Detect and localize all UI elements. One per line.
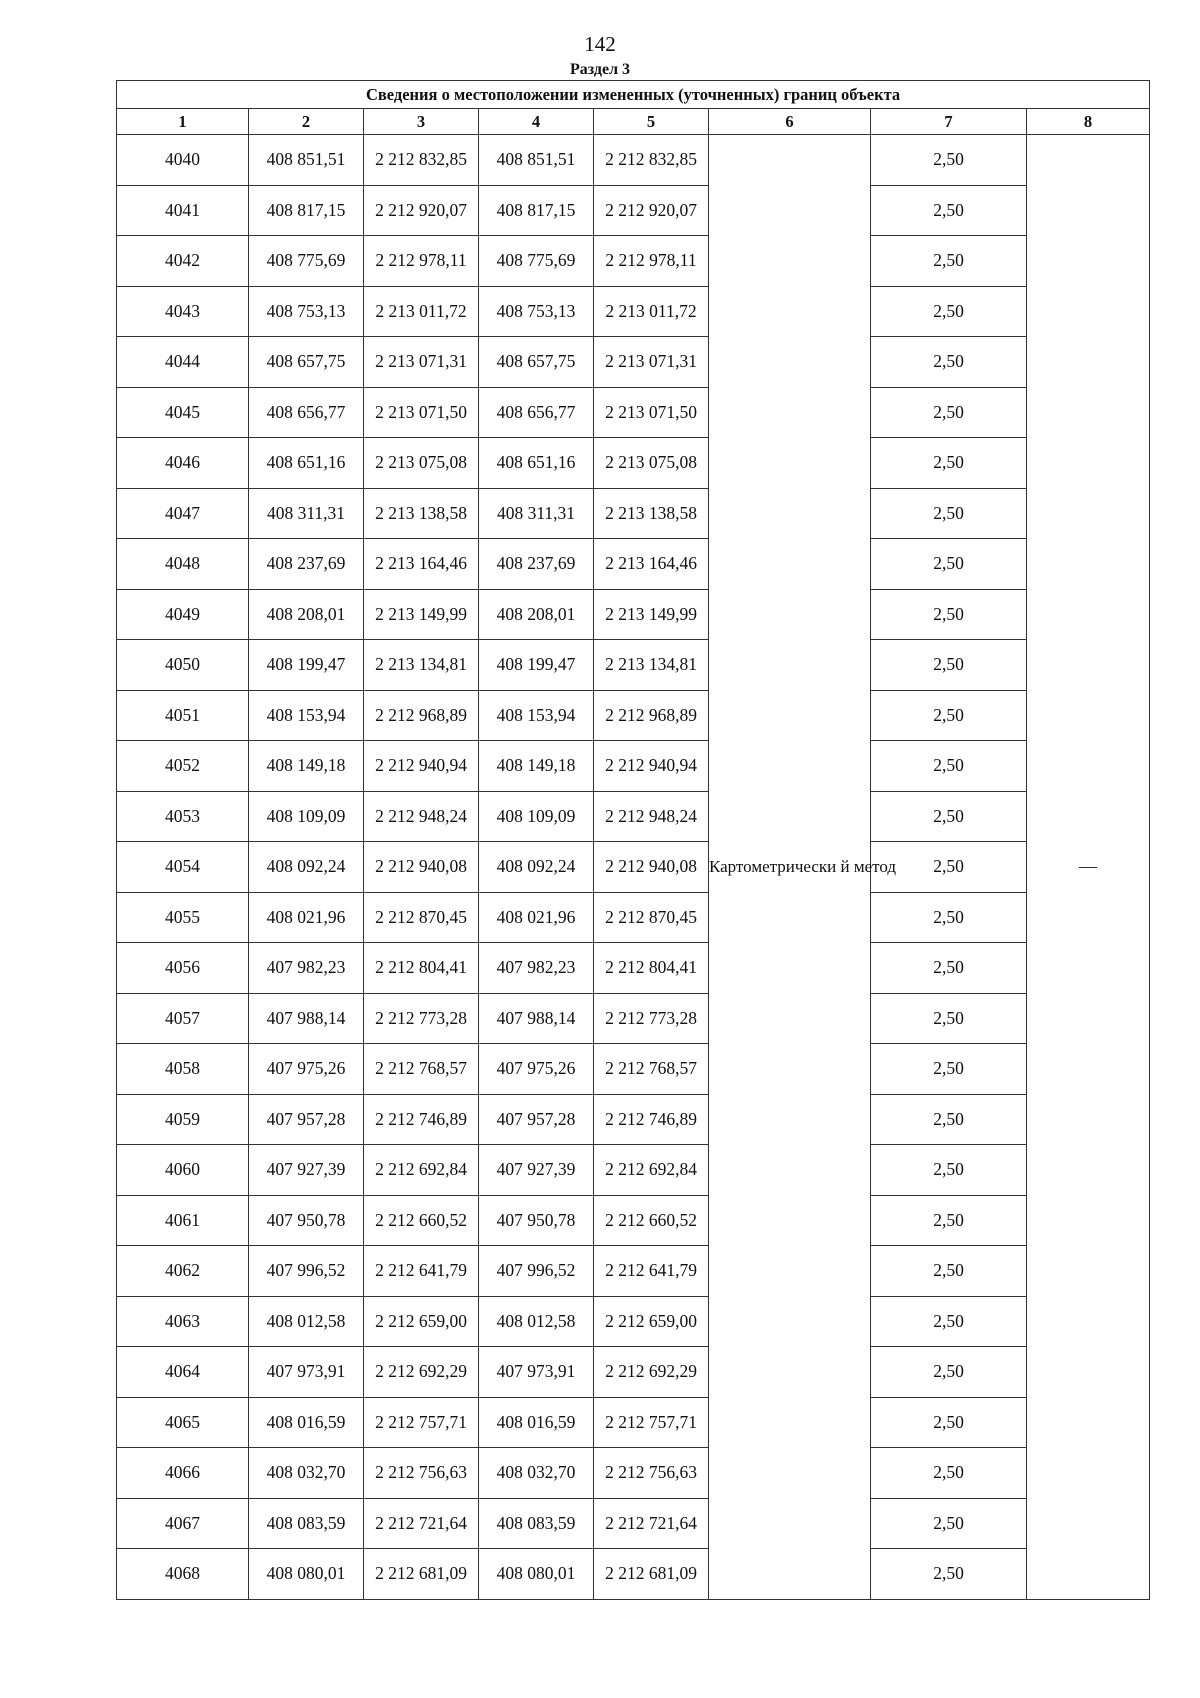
new-x-coordinate: 407 982,23: [479, 943, 594, 994]
new-x-coordinate: 408 153,94: [479, 690, 594, 741]
accuracy-value: 2,50: [871, 690, 1027, 741]
old-x-coordinate: 408 032,70: [249, 1448, 364, 1499]
old-x-coordinate: 407 973,91: [249, 1347, 364, 1398]
table-row: [117, 1145, 1150, 1196]
old-x-coordinate: 408 080,01: [249, 1549, 364, 1600]
table-row: [117, 337, 1150, 388]
old-y-coordinate: 2 212 659,00: [364, 1296, 479, 1347]
accuracy-value: 2,50: [871, 943, 1027, 994]
old-x-coordinate: 408 109,09: [249, 791, 364, 842]
table-row: [117, 1498, 1150, 1549]
table-row: [117, 1296, 1150, 1347]
accuracy-value: 2,50: [871, 1246, 1027, 1297]
point-number: 4058: [117, 1044, 249, 1095]
new-x-coordinate: 408 657,75: [479, 337, 594, 388]
old-x-coordinate: 407 975,26: [249, 1044, 364, 1095]
point-number: 4049: [117, 589, 249, 640]
accuracy-value: 2,50: [871, 892, 1027, 943]
new-x-coordinate: 408 753,13: [479, 286, 594, 337]
new-y-coordinate: 2 212 804,41: [594, 943, 709, 994]
new-x-coordinate: 408 016,59: [479, 1397, 594, 1448]
point-number: 4046: [117, 438, 249, 489]
accuracy-value: 2,50: [871, 640, 1027, 691]
old-y-coordinate: 2 212 832,85: [364, 135, 479, 186]
old-x-coordinate: 408 311,31: [249, 488, 364, 539]
accuracy-value: 2,50: [871, 589, 1027, 640]
accuracy-value: 2,50: [871, 286, 1027, 337]
accuracy-value: 2,50: [871, 741, 1027, 792]
table-caption-row: [117, 81, 1150, 109]
new-y-coordinate: 2 212 940,08: [594, 842, 709, 893]
table-row: [117, 842, 1150, 893]
old-x-coordinate: 408 149,18: [249, 741, 364, 792]
table-row: [117, 135, 1150, 186]
new-x-coordinate: 408 012,58: [479, 1296, 594, 1347]
table-row: [117, 539, 1150, 590]
accuracy-value: 2,50: [871, 387, 1027, 438]
accuracy-value: 2,50: [871, 1094, 1027, 1145]
accuracy-value: 2,50: [871, 1498, 1027, 1549]
old-y-coordinate: 2 213 071,50: [364, 387, 479, 438]
new-x-coordinate: 408 311,31: [479, 488, 594, 539]
new-y-coordinate: 2 212 692,84: [594, 1145, 709, 1196]
old-y-coordinate: 2 212 692,84: [364, 1145, 479, 1196]
old-x-coordinate: 407 950,78: [249, 1195, 364, 1246]
new-x-coordinate: 408 237,69: [479, 539, 594, 590]
accuracy-value: 2,50: [871, 438, 1027, 489]
old-y-coordinate: 2 213 011,72: [364, 286, 479, 337]
page-number: 142: [584, 32, 616, 56]
old-y-coordinate: 2 213 071,31: [364, 337, 479, 388]
new-y-coordinate: 2 213 149,99: [594, 589, 709, 640]
old-x-coordinate: 408 657,75: [249, 337, 364, 388]
table-row: [117, 892, 1150, 943]
new-x-coordinate: 408 817,15: [479, 185, 594, 236]
old-x-coordinate: 408 851,51: [249, 135, 364, 186]
accuracy-value: 2,50: [871, 1044, 1027, 1095]
old-x-coordinate: 408 016,59: [249, 1397, 364, 1448]
new-y-coordinate: 2 213 071,50: [594, 387, 709, 438]
new-y-coordinate: 2 212 757,71: [594, 1397, 709, 1448]
new-y-coordinate: 2 213 134,81: [594, 640, 709, 691]
new-y-coordinate: 2 212 692,29: [594, 1347, 709, 1398]
coordinates-table: [116, 80, 1150, 1600]
old-y-coordinate: 2 212 641,79: [364, 1246, 479, 1297]
new-x-coordinate: 407 975,26: [479, 1044, 594, 1095]
old-y-coordinate: 2 212 804,41: [364, 943, 479, 994]
new-y-coordinate: 2 213 011,72: [594, 286, 709, 337]
old-x-coordinate: 407 996,52: [249, 1246, 364, 1297]
new-x-coordinate: 407 996,52: [479, 1246, 594, 1297]
new-y-coordinate: 2 212 832,85: [594, 135, 709, 186]
point-number: 4053: [117, 791, 249, 842]
accuracy-value: 2,50: [871, 1296, 1027, 1347]
column-number: 2: [249, 109, 364, 135]
old-x-coordinate: 408 775,69: [249, 236, 364, 287]
old-x-coordinate: 408 012,58: [249, 1296, 364, 1347]
new-y-coordinate: 2 212 756,63: [594, 1448, 709, 1499]
new-x-coordinate: 408 775,69: [479, 236, 594, 287]
table-row: [117, 640, 1150, 691]
old-x-coordinate: 408 092,24: [249, 842, 364, 893]
table-row: [117, 1347, 1150, 1398]
point-number: 4044: [117, 337, 249, 388]
old-y-coordinate: 2 213 075,08: [364, 438, 479, 489]
table-row: [117, 1044, 1150, 1095]
old-x-coordinate: 408 083,59: [249, 1498, 364, 1549]
new-y-coordinate: 2 212 773,28: [594, 993, 709, 1044]
old-x-coordinate: 408 237,69: [249, 539, 364, 590]
new-y-coordinate: 2 212 721,64: [594, 1498, 709, 1549]
column-number: 3: [364, 109, 479, 135]
table-row: [117, 943, 1150, 994]
column-number: 8: [1027, 109, 1150, 135]
table-row: [117, 1397, 1150, 1448]
old-y-coordinate: 2 212 756,63: [364, 1448, 479, 1499]
old-x-coordinate: 408 153,94: [249, 690, 364, 741]
point-number: 4054: [117, 842, 249, 893]
new-y-coordinate: 2 213 071,31: [594, 337, 709, 388]
accuracy-value: 2,50: [871, 236, 1027, 287]
old-y-coordinate: 2 212 757,71: [364, 1397, 479, 1448]
accuracy-value: 2,50: [871, 539, 1027, 590]
accuracy-value: 2,50: [871, 993, 1027, 1044]
accuracy-value: 2,50: [871, 842, 1027, 893]
new-y-coordinate: 2 212 948,24: [594, 791, 709, 842]
new-y-coordinate: 2 212 768,57: [594, 1044, 709, 1095]
old-x-coordinate: 408 753,13: [249, 286, 364, 337]
old-x-coordinate: 408 651,16: [249, 438, 364, 489]
new-y-coordinate: 2 212 641,79: [594, 1246, 709, 1297]
new-x-coordinate: 408 109,09: [479, 791, 594, 842]
new-x-coordinate: 407 957,28: [479, 1094, 594, 1145]
accuracy-value: 2,50: [871, 1448, 1027, 1499]
point-number: 4051: [117, 690, 249, 741]
new-y-coordinate: 2 212 746,89: [594, 1094, 709, 1145]
table-row: [117, 236, 1150, 287]
old-y-coordinate: 2 212 920,07: [364, 185, 479, 236]
point-number: 4056: [117, 943, 249, 994]
accuracy-value: 2,50: [871, 1195, 1027, 1246]
new-y-coordinate: 2 213 138,58: [594, 488, 709, 539]
accuracy-value: 2,50: [871, 1549, 1027, 1600]
table-row: [117, 387, 1150, 438]
new-y-coordinate: 2 212 968,89: [594, 690, 709, 741]
new-x-coordinate: 408 199,47: [479, 640, 594, 691]
point-number: 4048: [117, 539, 249, 590]
table-row: [117, 438, 1150, 489]
old-x-coordinate: 408 656,77: [249, 387, 364, 438]
new-x-coordinate: 408 851,51: [479, 135, 594, 186]
new-y-coordinate: 2 212 978,11: [594, 236, 709, 287]
column-number: 7: [871, 109, 1027, 135]
table-row: [117, 1195, 1150, 1246]
point-number: 4066: [117, 1448, 249, 1499]
table-caption: Сведения о местоположении измененных (уточненных) границ объекта: [117, 81, 1150, 109]
old-y-coordinate: 2 212 768,57: [364, 1044, 479, 1095]
old-x-coordinate: 408 199,47: [249, 640, 364, 691]
point-number: 4057: [117, 993, 249, 1044]
point-number: 4052: [117, 741, 249, 792]
accuracy-value: 2,50: [871, 791, 1027, 842]
point-number: 4059: [117, 1094, 249, 1145]
new-x-coordinate: 407 973,91: [479, 1347, 594, 1398]
table-row: [117, 589, 1150, 640]
old-y-coordinate: 2 212 978,11: [364, 236, 479, 287]
table-body: [117, 135, 1150, 1600]
column-8-value: —: [1027, 135, 1150, 1600]
column-number: 6: [709, 109, 871, 135]
table-row: [117, 690, 1150, 741]
old-y-coordinate: 2 212 940,94: [364, 741, 479, 792]
old-y-coordinate: 2 212 746,89: [364, 1094, 479, 1145]
old-y-coordinate: 2 212 721,64: [364, 1498, 479, 1549]
old-y-coordinate: 2 212 968,89: [364, 690, 479, 741]
section-title: Раздел 3: [569, 61, 631, 78]
point-number: 4064: [117, 1347, 249, 1398]
new-x-coordinate: 407 927,39: [479, 1145, 594, 1196]
table-row: [117, 741, 1150, 792]
accuracy-value: 2,50: [871, 1347, 1027, 1398]
new-x-coordinate: 408 656,77: [479, 387, 594, 438]
point-number: 4063: [117, 1296, 249, 1347]
old-y-coordinate: 2 212 681,09: [364, 1549, 479, 1600]
old-y-coordinate: 2 212 870,45: [364, 892, 479, 943]
column-number: 4: [479, 109, 594, 135]
point-number: 4045: [117, 387, 249, 438]
point-number: 4055: [117, 892, 249, 943]
accuracy-value: 2,50: [871, 1145, 1027, 1196]
old-y-coordinate: 2 213 134,81: [364, 640, 479, 691]
table-row: [117, 1246, 1150, 1297]
point-number: 4040: [117, 135, 249, 186]
table-row: [117, 286, 1150, 337]
old-y-coordinate: 2 212 940,08: [364, 842, 479, 893]
new-x-coordinate: 408 149,18: [479, 741, 594, 792]
old-y-coordinate: 2 213 138,58: [364, 488, 479, 539]
old-x-coordinate: 408 817,15: [249, 185, 364, 236]
table-row: [117, 993, 1150, 1044]
old-x-coordinate: 407 982,23: [249, 943, 364, 994]
point-number: 4050: [117, 640, 249, 691]
point-number: 4041: [117, 185, 249, 236]
point-number: 4047: [117, 488, 249, 539]
method-cell: Картометрически й метод: [709, 135, 871, 1600]
column-number: 5: [594, 109, 709, 135]
new-x-coordinate: 408 080,01: [479, 1549, 594, 1600]
old-x-coordinate: 408 021,96: [249, 892, 364, 943]
new-y-coordinate: 2 212 681,09: [594, 1549, 709, 1600]
new-x-coordinate: 408 651,16: [479, 438, 594, 489]
new-y-coordinate: 2 212 940,94: [594, 741, 709, 792]
new-x-coordinate: 408 021,96: [479, 892, 594, 943]
new-y-coordinate: 2 213 075,08: [594, 438, 709, 489]
new-x-coordinate: 408 083,59: [479, 1498, 594, 1549]
old-y-coordinate: 2 213 164,46: [364, 539, 479, 590]
point-number: 4065: [117, 1397, 249, 1448]
old-y-coordinate: 2 212 660,52: [364, 1195, 479, 1246]
point-number: 4067: [117, 1498, 249, 1549]
table-row: [117, 1549, 1150, 1600]
point-number: 4061: [117, 1195, 249, 1246]
column-number-row: [117, 109, 1150, 135]
old-y-coordinate: 2 212 692,29: [364, 1347, 479, 1398]
new-y-coordinate: 2 213 164,46: [594, 539, 709, 590]
new-x-coordinate: 407 988,14: [479, 993, 594, 1044]
accuracy-value: 2,50: [871, 1397, 1027, 1448]
old-y-coordinate: 2 212 948,24: [364, 791, 479, 842]
accuracy-value: 2,50: [871, 337, 1027, 388]
old-x-coordinate: 407 957,28: [249, 1094, 364, 1145]
table-row: [117, 488, 1150, 539]
point-number: 4062: [117, 1246, 249, 1297]
new-y-coordinate: 2 212 920,07: [594, 185, 709, 236]
table-row: [117, 791, 1150, 842]
old-y-coordinate: 2 213 149,99: [364, 589, 479, 640]
new-x-coordinate: 408 092,24: [479, 842, 594, 893]
old-x-coordinate: 408 208,01: [249, 589, 364, 640]
table-row: [117, 185, 1150, 236]
point-number: 4043: [117, 286, 249, 337]
column-number: 1: [117, 109, 249, 135]
new-y-coordinate: 2 212 870,45: [594, 892, 709, 943]
point-number: 4042: [117, 236, 249, 287]
old-y-coordinate: 2 212 773,28: [364, 993, 479, 1044]
accuracy-value: 2,50: [871, 135, 1027, 186]
old-x-coordinate: 407 988,14: [249, 993, 364, 1044]
point-number: 4060: [117, 1145, 249, 1196]
new-y-coordinate: 2 212 659,00: [594, 1296, 709, 1347]
new-x-coordinate: 407 950,78: [479, 1195, 594, 1246]
new-x-coordinate: 408 032,70: [479, 1448, 594, 1499]
old-x-coordinate: 407 927,39: [249, 1145, 364, 1196]
table-row: [117, 1448, 1150, 1499]
accuracy-value: 2,50: [871, 185, 1027, 236]
new-y-coordinate: 2 212 660,52: [594, 1195, 709, 1246]
accuracy-value: 2,50: [871, 488, 1027, 539]
new-x-coordinate: 408 208,01: [479, 589, 594, 640]
table-row: [117, 1094, 1150, 1145]
point-number: 4068: [117, 1549, 249, 1600]
